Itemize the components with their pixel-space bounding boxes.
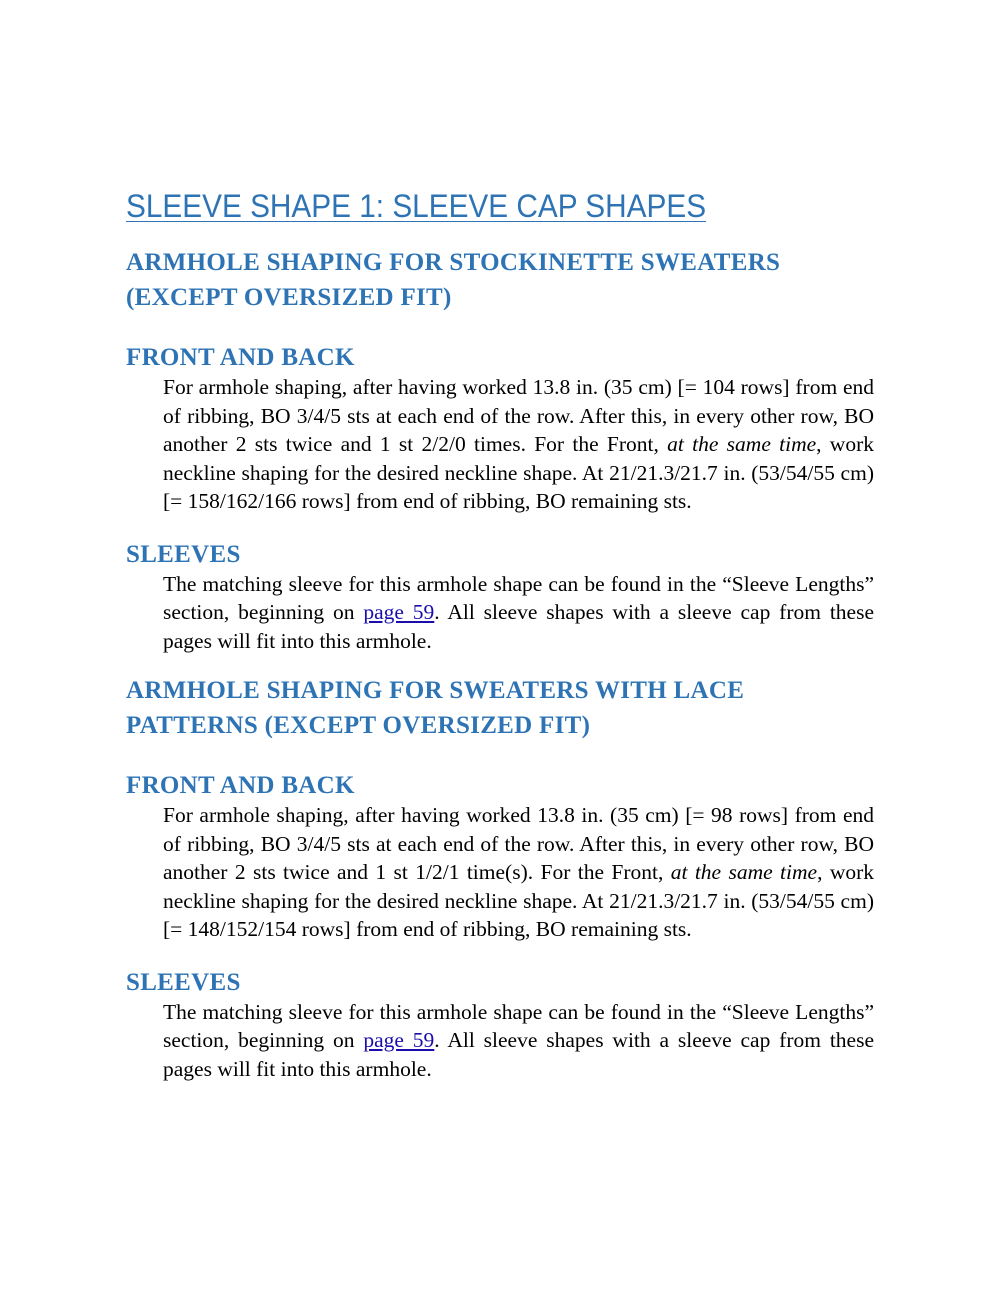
italic-phrase: at the same time [667, 432, 817, 456]
page-title: SLEEVE SHAPE 1: SLEEVE CAP SHAPES [126, 188, 707, 224]
paragraph-text: , work neckline shaping for the desired neckline shape. At 21/21.3/21.7 in. (53/54/55 cm) [= 148/152/154 rows] from end of ribbing, BO remaining sts. [163, 860, 875, 941]
page-link[interactable]: page 59 [363, 1028, 435, 1052]
paragraph-text: For armhole shaping, after having worked 13.8 in. (35 cm) [= 98 rows] from end of ribbing, BO 3/4/5 sts at each end of the row. After this, in every other row, BO another 2 sts twice and 1 st 1/2/1 time(s). For the Front, [163, 803, 874, 884]
subheading-front-and-back: FRONT AND BACK [126, 344, 355, 371]
section-heading [126, 245, 874, 315]
paragraph-text: For armhole shaping, after having worked 13.8 in. (35 cm) [= 104 rows] from end of ribbing, BO 3/4/5 sts at each end of the row. After this, in every other row, BO another 2 sts twice and 1 st 2/2/0 times. For the Front, [163, 375, 874, 456]
section-stockinette [126, 245, 874, 655]
paragraph-text: . All sleeve shapes with a sleeve cap from these pages will fit into this armhole. [163, 1028, 874, 1081]
section-heading-line2: PATTERNS (EXCEPT OVERSIZED FIT) [126, 712, 591, 739]
front-and-back-paragraph [163, 373, 874, 516]
section-lace [126, 673, 874, 1083]
front-and-back-paragraph [163, 801, 874, 944]
paragraph-text: The matching sleeve for this armhole shape can be found in the “Sleeve Lengths” section, beginning on [163, 571, 874, 624]
subheading-sleeves: SLEEVES [126, 540, 241, 568]
paragraph-text: , work neckline shaping for the desired neckline shape. At 21/21.3/21.7 in. (53/54/55 cm) [= 158/162/166 rows] from end of ribbing, BO remaining sts. [163, 432, 874, 513]
subheading-front-and-back: FRONT AND BACK [126, 772, 355, 799]
sleeves-paragraph [163, 998, 874, 1084]
section-heading-line2: (EXCEPT OVERSIZED FIT) [126, 284, 452, 311]
section-heading-line1: ARMHOLE SHAPING FOR STOCKINETTE SWEATERS [126, 249, 781, 276]
subheading-sleeves: SLEEVES [126, 968, 241, 996]
section-heading [126, 673, 874, 743]
paragraph-text: The matching sleeve for this armhole shape can be found in the “Sleeve Lengths” section, beginning on [163, 999, 874, 1052]
section-heading-line1: ARMHOLE SHAPING FOR SWEATERS WITH LACE [126, 677, 745, 704]
italic-phrase: at the same time [670, 860, 818, 884]
paragraph-text: . All sleeve shapes with a sleeve cap from these pages will fit into this armhole. [163, 600, 874, 653]
page-link[interactable]: page 59 [363, 600, 435, 624]
sleeves-paragraph [163, 570, 874, 656]
document-body [126, 188, 874, 1083]
